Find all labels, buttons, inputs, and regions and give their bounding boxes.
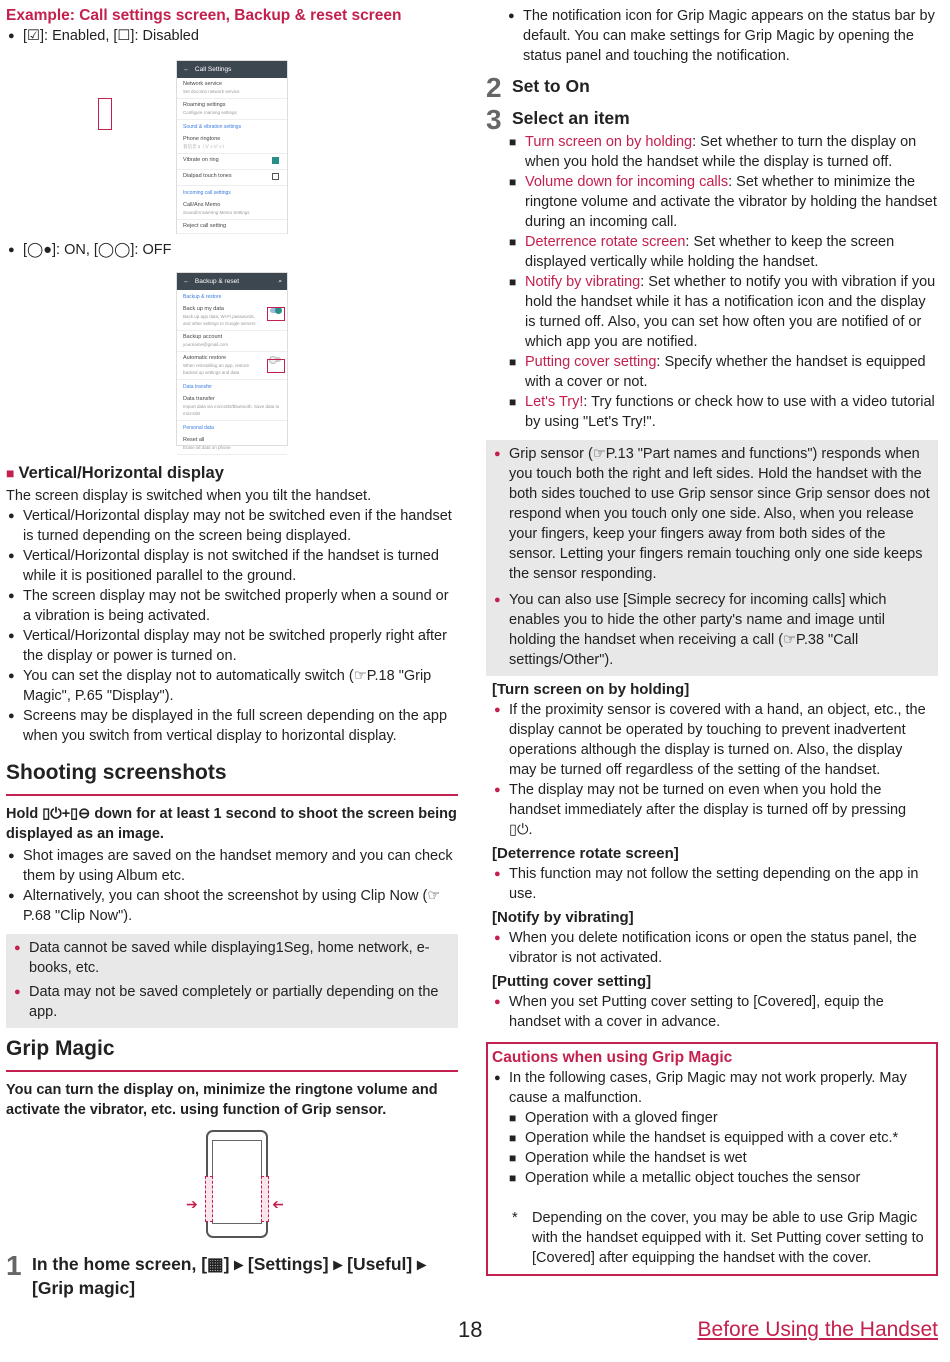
list-item: ● Vertical/Horizontal display may not be switched properly right after the display or power is turned on. [6,626,458,666]
caution-box [486,1042,938,1276]
list-item: ● Vertical/Horizontal display may not be switched even if the handset is turned depending on the screen being displayed. [6,506,458,546]
list-item: Backup account yourname@gmail.com [177,331,287,352]
list-item: ● Screens may be displayed in the full screen depending on the app when you switch from vertical display to horizontal display. [6,706,458,746]
list-item: Call/Ans Memo Sound/Answering Memo Settings [177,199,287,220]
caution-cases [508,1108,930,1188]
list-item: ● The screen display may not be switched properly when a sound or a vibration is being activated. [6,586,458,626]
grip-lead: You can turn the display on, minimize the ringtone volume and activate the vibrator, etc. using function of Grip sensor. [6,1082,438,1118]
step-2 [486,72,938,103]
note-item: ● Data may not be saved completely or partially depending on the app. [12,982,452,1022]
highlight-box [98,98,112,130]
checkbox-unchecked [272,173,279,180]
section-label: Sound & vibration settings [183,124,242,130]
list-item: ● Alternatively, you can shoot the screenshot by using Clip Now (☞P.68 "Clip Now"). [6,886,458,926]
notes-details [486,680,938,1032]
list-item: ● Shot images are saved on the handset memory and you can check them by using Album etc. [6,846,458,886]
arrow-left-icon: ➔ [272,1196,284,1212]
checkbox-checked [272,157,279,164]
list-item: Roaming settings Configure roaming settings [177,99,287,120]
note-subheading: [Notify by vibrating] [492,909,634,926]
grip-item: ■ Turn screen on by holding: Set whether to turn the display on when you hold the handset while the display is turned off. [508,132,938,172]
section-label: Data transfer [183,384,212,390]
list-item: Data transfer Import data via microSD/Bluetooth. Save data to microSD [177,393,287,421]
back-arrow-icon: ← [183,278,190,285]
highlight-box [267,307,285,321]
caution-title: Cautions when using Grip Magic [492,1049,733,1066]
left-column [6,0,458,1300]
note-subheading: [Deterrence rotate screen] [492,845,679,862]
step-text: Set to On [512,76,590,96]
backup-reset-title: Backup & reset [194,278,239,285]
list-item: Dialpad touch tones [177,170,287,186]
caution-case: ■ Operation while a metallic object touches the sensor [508,1168,930,1188]
screenshots-heading: Shooting screenshots [6,760,458,796]
back-arrow-icon: ← [183,66,190,73]
list-item: Phone ringtone 着信音 1（ピッピッ） [177,133,287,154]
screenshots-lead: Hold ▯⏻+▯⊖ down for at least 1 second to shoot the screen being displayed as an image. [6,806,457,842]
list-item: Network service Set docomo network service [177,78,287,99]
section-label: Personal data [183,425,214,431]
vh-heading: ■ Vertical/Horizontal display [6,464,224,482]
note-item: ● Data cannot be saved while displaying1Seg, home network, e-books, etc. [12,938,452,978]
list-item: Back up my data Back up app data, Wi-Fi passwords, and other settings to Google servers [177,303,287,331]
footnote-mark: * [512,1210,518,1226]
list-item: ● Vertical/Horizontal display is not switched if the handset is turned while it is positioned parallel to the ground. [6,546,458,586]
step1-note: ● The notification icon for Grip Magic appears on the status bar by default. You can make settings for Grip Magic by opening the status panel and touching the notification. [506,6,938,66]
grip-item: ■ Let's Try!: Try functions or check how to use with a video tutorial by using "Let's Try!". [508,392,938,432]
grip-items [508,132,938,432]
arrow-right-icon: ➔ [186,1196,198,1212]
grip-item: ■ Volume down for incoming calls: Set whether to minimize the ringtone volume and activate the vibrator by holding the handset during an incoming call. [508,172,938,232]
footnote-text: Depending on the cover, you may be able to use Grip Magic with the handset equipped with it. Set Putting cover setting to [Covered] after equipping the handset with the cover. [532,1210,924,1266]
page-number: 18 [458,1317,483,1342]
note-item: ● This function may not follow the setting depending on the app in use. [492,864,932,904]
list-item: ● You can set the display not to automatically switch (☞P.18 "Grip Magic", P.65 "Display"). [6,666,458,706]
note-item: ● When you set Putting cover setting to [Covered], equip the handset with a cover in advance. [492,992,932,1032]
notes-box [486,440,938,676]
section-label: Backup & restore [183,294,222,300]
handset-body [206,1130,268,1238]
step-number: 1 [6,1250,22,1281]
backup-reset-titlebar [177,273,287,290]
caution-case: ■ Operation while the handset is wet [508,1148,930,1168]
note-subheading: [Turn screen on by holding] [492,681,690,698]
highlight-box [267,359,285,373]
checkbox-legend: ● [☑]: Enabled, [☐]: Disabled [6,26,458,46]
step-3 [486,104,938,135]
step-text: In the home screen, [▦] ▸ [Settings] ▸ [Useful] ▸ [Grip magic] [32,1254,426,1298]
note-item: ● Grip sensor (☞P.13 "Part names and functions") responds when you touch both the right and left sides. Hold the handset with the both sides touched to use Grip sensor since Grip sensor does not respond when you touch only one side. Also, when you release your fingers, keep your fingers away from both sides of the sensor. Letting your fingers remain touching only one side keeps the sensor responding. [492,444,932,584]
step-1 [6,1252,458,1300]
list-item: Reject call setting [177,220,287,234]
handset-screen [212,1140,262,1224]
step-number: 2 [486,72,502,103]
caution-case: ■ Operation while the handset is equipped with a cover etc.* [508,1128,930,1148]
step-number: 3 [486,104,502,135]
call-settings-titlebar [177,61,287,78]
note-item: ● If the proximity sensor is covered with a hand, an object, etc., the display cannot be operated by touching to prevent inadvertent operations although the display is turned on. Also, the display may be turned off regardless of the setting of the handset. [492,700,932,780]
section-link[interactable]: Before Using the Handset [697,1318,938,1341]
grip-heading: Grip Magic [6,1036,458,1072]
grip-sensor-zone [205,1176,213,1222]
caution-intro: ● In the following cases, Grip Magic may not work properly. May cause a malfunction. [492,1068,930,1108]
caution-footnote [492,1208,930,1268]
square-marker-icon: ■ [6,465,15,481]
note-item: ● You can also use [Simple secrecy for incoming calls] which enables you to hide the other party's name and image until holding the handset when receiving a call (☞P.38 "Call settings/Other"). [492,590,932,670]
list-item: Automatic restore When reinstalling an app, restore backed up settings and data [177,352,287,380]
grip-item: ■ Notify by vibrating: Set whether to notify you with vibration if you hold the handset while it has a notification icon and the display is turned off. Also, you can set how often you are notified of or which app you are notified. [508,272,938,352]
note-box [6,934,458,1028]
right-column [486,0,938,1276]
step-text: Select an item [512,108,630,128]
note-subheading: [Putting cover setting] [492,973,652,990]
grip-item: ■ Putting cover setting: Specify whether the handset is equipped with a cover or not. [508,352,938,392]
call-settings-title: Call Settings [194,66,232,73]
grip-item: ■ Deterrence rotate screen: Set whether to keep the screen displayed vertically while holding the handset. [508,232,938,272]
caution-case: ■ Operation with a gloved finger [508,1108,930,1128]
grip-sensor-zone [261,1176,269,1222]
backup-reset-screenshot [176,272,288,450]
note-item: ● When you delete notification icons or open the status panel, the vibrator is not activated. [492,928,932,968]
handset-illustration [186,1130,286,1240]
list-item: Reset all Erase all data on phone [177,434,287,455]
call-settings-screenshot [176,60,288,234]
toggle-legend: ● [◯●]: ON, [◯◯]: OFF [6,240,458,260]
list-item: Vibrate on ring [177,154,287,170]
search-icon: ⌕ [278,278,282,285]
section-label: Incoming call settings [183,190,231,196]
note-item: ● The display may not be turned on even when you hold the handset immediately after the display is turned off by pressing ▯⏻. [492,780,932,840]
vh-intro: The screen display is switched when you tilt the handset. [6,488,372,504]
example-title: Example: Call settings screen, Backup & reset screen [6,7,402,24]
